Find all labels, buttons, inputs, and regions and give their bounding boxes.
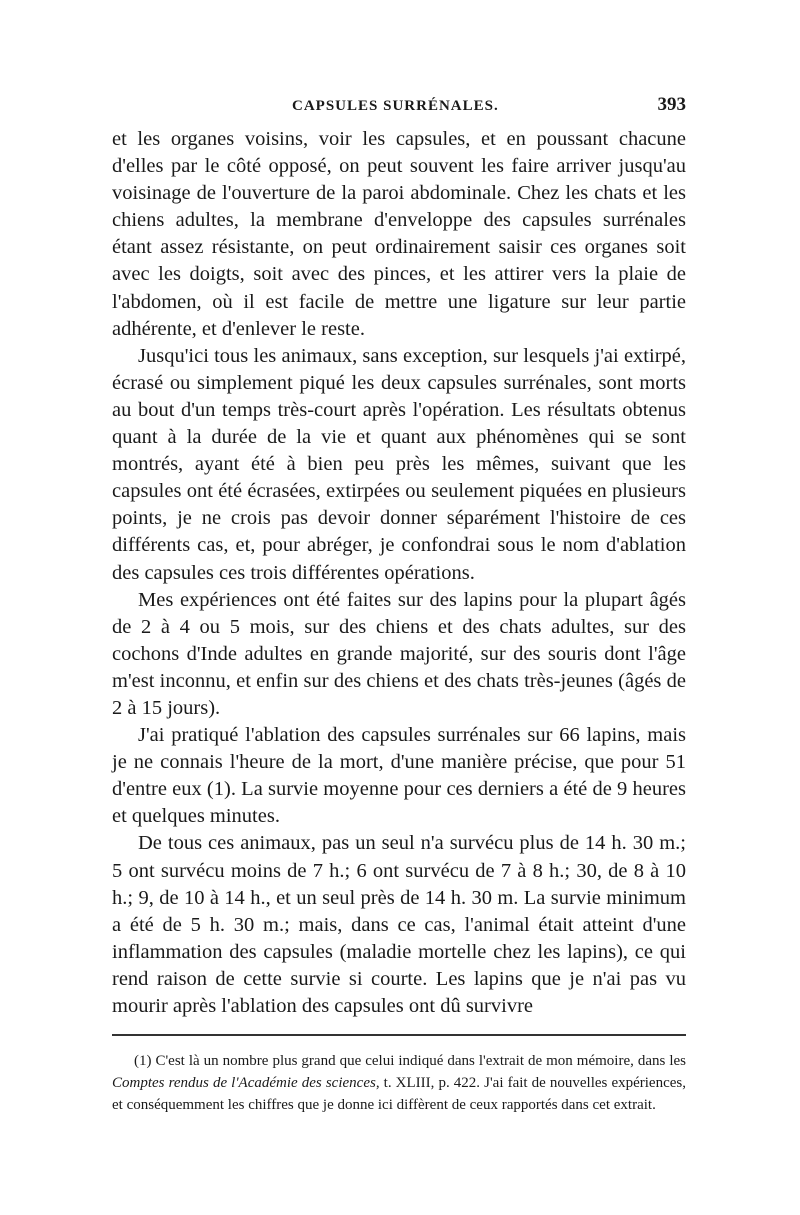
paragraph: De tous ces animaux, pas un seul n'a survécu plus de 14 h. 30 m.; 5 ont survécu moins de 7 h.; 6 ont survécu de 7 à 8 h.; 30, de 8 à 10 h.; 9, de 10 à 14 h., et un seul près de 14 h. 30 m. La survie minimum a été de 5 h. 30 m.; mais, dans ce cas, l'animal était atteint d'une inflammation des capsules (maladie mortelle chez les lapins), ce qui rend raison de cette survie si courte. Les lapins que je n'ai pas vu mourir après l'ablation des capsules ont dû survivre — [112, 832, 686, 1017]
footnote-text — [112, 1050, 686, 1116]
footnote-rule — [112, 1034, 686, 1036]
footnote-part-1: (1) C'est là un nombre plus grand que celui indiqué dans l'extrait de mon mémoire, dans les — [134, 1053, 686, 1070]
running-title: CAPSULES SURRÉNALES. — [292, 98, 499, 114]
body-text — [112, 126, 686, 1020]
running-head — [112, 92, 686, 126]
book-page — [112, 92, 686, 1116]
footnote-part-2: , t. XLIII, p. 422. J'ai fait de nouvelles expériences, et conséquemment les chiffres que je donne ici diffèrent de ceux rapportés dans cet extrait. — [112, 1075, 686, 1114]
paragraph: Jusqu'ici tous les animaux, sans exception, sur lesquels j'ai extirpé, écrasé ou simplement piqué les deux capsules surrénales, sont morts au bout d'un temps très-court après l'opération. Les résultats obtenus quant à la durée de la vie et quant aux phénomènes qui se sont montrés, ayant été à bien peu près les mêmes, suivant que les capsules ont été écrasées, extirpées ou seulement piquées en plusieurs points, je ne crois pas devoir donner séparément l'histoire de ces différents cas, et, pour abréger, je confondrai sous le nom d'ablation des capsules ces trois différentes opérations. — [112, 344, 686, 584]
paragraph-continuation: et les organes voisins, voir les capsules, et en poussant chacune d'elles par le côté opposé, on peut souvent les faire arriver jusqu'au voisinage de l'ouverture de la paroi abdominale. Chez les chats et les chiens adultes, la membrane d'enveloppe des capsules surrénales étant assez résistante, on peut ordinairement saisir ces organes soit avec les doigts, soit avec des pinces, et les attirer vers la plaie de l'abdomen, où il est facile de mettre une ligature sur leur partie adhérente, et d'enlever le reste. — [112, 128, 686, 340]
footnote — [112, 1050, 686, 1116]
paragraph: J'ai pratiqué l'ablation des capsules surrénales sur 66 lapins, mais je ne connais l'heure de la mort, d'une manière précise, que pour 51 d'entre eux (1). La survie moyenne pour ces derniers a été de 9 heures et quelques minutes. — [112, 724, 686, 828]
paragraph: Mes expériences ont été faites sur des lapins pour la plupart âgés de 2 à 4 ou 5 mois, sur des chiens et des chats adultes, sur des cochons d'Inde adultes en grande majorité, sur des souris dont l'âge m'est inconnu, et enfin sur des chiens et des chats très-jeunes (âgés de 2 à 15 jours). — [112, 588, 686, 719]
page-number: 393 — [657, 94, 686, 115]
footnote-journal-title: Comptes rendus de l'Académie des sciences — [112, 1075, 376, 1092]
